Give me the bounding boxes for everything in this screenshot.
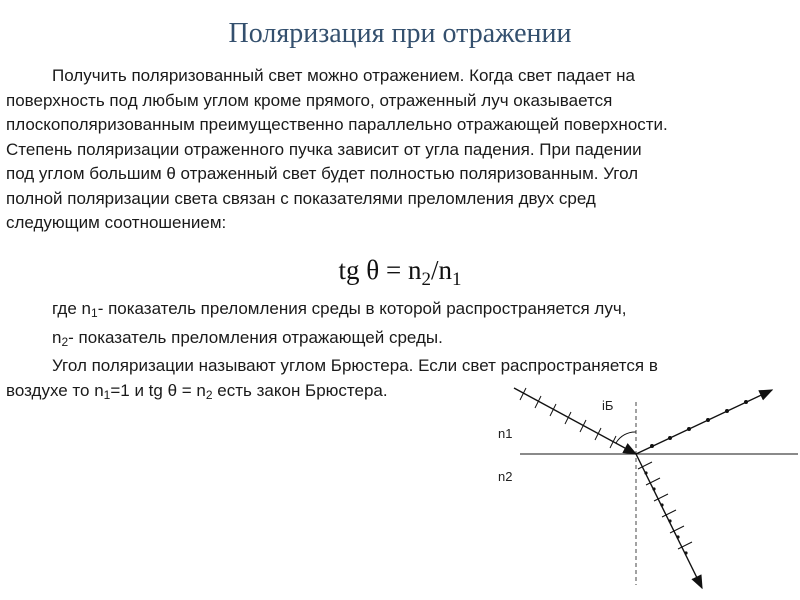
- formula-sub: 2: [421, 269, 431, 290]
- note-n1: [6, 297, 796, 326]
- label-n2: n2: [498, 469, 513, 484]
- formula-mid: /n: [430, 255, 452, 285]
- brewster-formula: [0, 255, 800, 291]
- note-text: воздухе то n: [6, 380, 104, 400]
- formula-prefix: tg θ = n: [338, 255, 422, 285]
- paragraph-line: полной поляризации света связан с показателями преломления двух сред: [6, 188, 596, 208]
- paragraph-line: поверхность под любым углом кроме прямого, отраженный луч оказывается: [6, 90, 613, 110]
- note-text: - показатель преломления отражающей среды.: [68, 327, 443, 347]
- incident-ray: [514, 388, 636, 454]
- label-n1: n1: [498, 426, 513, 441]
- reflected-ray: [636, 390, 772, 454]
- page-title: Поляризация при отражении: [228, 18, 572, 49]
- note-text: есть закон Брюстера.: [212, 380, 388, 400]
- intro-paragraph: [6, 64, 796, 236]
- note-text: n: [52, 327, 62, 347]
- note-text: - показатель преломления среды в которой распространяется луч,: [97, 299, 627, 318]
- incident-ticks: [520, 388, 616, 448]
- reflection-diagram: [480, 380, 800, 600]
- paragraph-line: следующим соотношением:: [6, 213, 227, 232]
- note-brewster: Угол поляризации называют углом Брюстера. Если свет распространяется в: [52, 356, 658, 375]
- note-n2: [6, 326, 796, 355]
- paragraph-line: под углом большим θ отраженный свет будет полностью поляризованным. Угол: [6, 164, 639, 183]
- note-sub: 2: [205, 387, 213, 402]
- paragraph-line: Получить поляризованный свет можно отражением. Когда свет падает на: [52, 66, 635, 85]
- paragraph-line: Степень поляризации отраженного пучка зависит от угла падения. При падении: [6, 139, 642, 159]
- note-sub: 1: [103, 387, 111, 402]
- note-sub: 2: [61, 334, 69, 349]
- paragraph-line: плоскополяризованным преимущественно параллельно отражающей поверхности.: [6, 115, 668, 134]
- formula-sub: 1: [451, 269, 462, 290]
- brewster-angle-arc: [616, 432, 636, 443]
- note-sub: 1: [91, 306, 98, 320]
- angle-label: iБ: [602, 398, 614, 413]
- note-text: где n: [52, 299, 91, 318]
- note-text: =1 и tg θ = n: [110, 380, 206, 400]
